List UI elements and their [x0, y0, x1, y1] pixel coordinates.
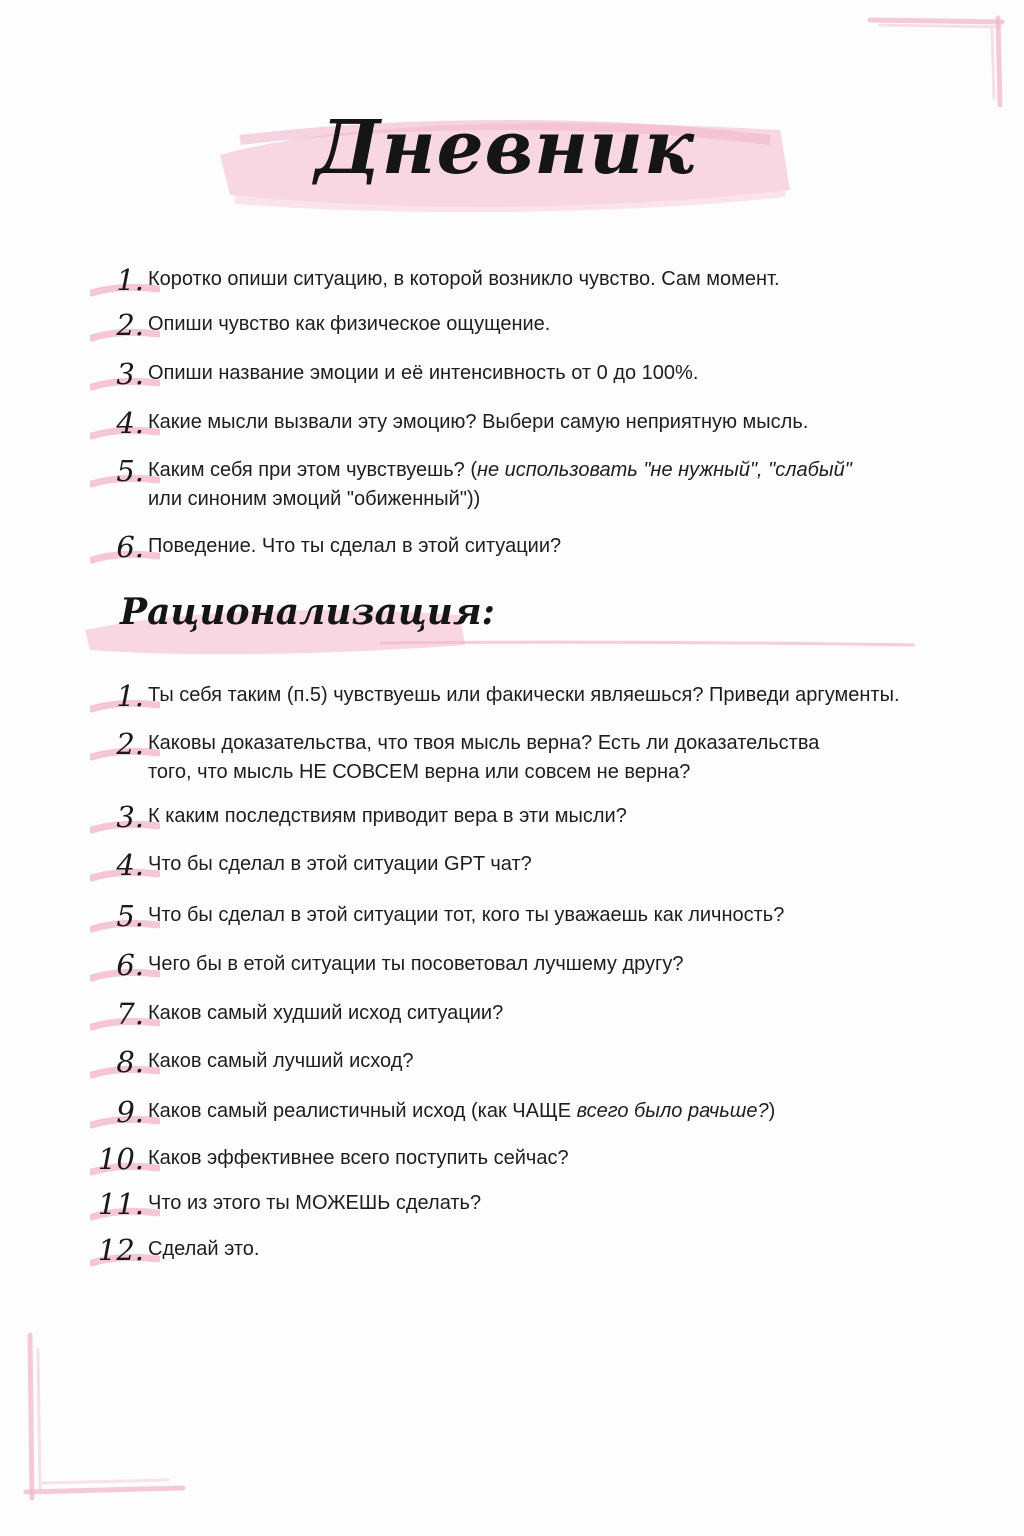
item-number: 1.	[116, 263, 144, 297]
section-title: Рационализация:	[120, 591, 495, 633]
item-text-part: Каков самый реалистичный исход (как ЧАЩЕ	[148, 1100, 577, 1122]
item-number: 5.	[116, 454, 144, 488]
item-text-italic: всего было рачьше?	[576, 1100, 769, 1122]
item-number: 4.	[116, 406, 144, 440]
item-number: 6.	[116, 530, 144, 564]
item-text: Что бы сделал в этой ситуации GPT чат?	[148, 853, 532, 875]
item-text: Что из этого ты МОЖЕШЬ сделать?	[148, 1192, 482, 1214]
item-text-part: Каковы доказательства, что твоя мысль верна? Есть ли доказательства	[148, 732, 820, 754]
item-number: 4.	[116, 848, 144, 882]
item-number: 8.	[116, 1045, 144, 1079]
item-text-part: )	[768, 1100, 776, 1122]
item-number: 3.	[116, 800, 144, 834]
item-text-part: Каким себя при этом чувствуешь? (	[148, 459, 477, 481]
item-number: 3.	[116, 357, 144, 391]
item-text: Что бы сделал в этой ситуации тот, кого ты уважаешь как личность?	[148, 904, 785, 926]
item-text: Поведение. Что ты сделал в этой ситуации?	[148, 535, 562, 557]
title-block	[210, 95, 800, 225]
item-text: Каков самый худший исход ситуации?	[148, 1002, 504, 1024]
item-text-part: или синоним эмоций "обиженный"))	[148, 488, 481, 510]
item-text: Каков самый лучший исход?	[148, 1050, 414, 1072]
item-text	[148, 729, 908, 787]
item-text: Какие мысли вызвали эту эмоцию? Выбери самую неприятную мысль.	[148, 411, 809, 433]
item-number: 11.	[97, 1187, 144, 1221]
item-number: 10.	[97, 1142, 144, 1176]
item-number: 12.	[97, 1233, 144, 1267]
item-number: 6.	[116, 948, 144, 982]
item-text: Сделай это.	[148, 1238, 260, 1260]
corner-brush-bottom-left	[18, 1330, 188, 1510]
item-number: 7.	[116, 997, 144, 1031]
item-text-italic: не использовать "не нужный", "слабый"	[476, 459, 852, 481]
item-text: Опиши чувство как физическое ощущение.	[148, 313, 551, 335]
item-number: 1.	[116, 679, 144, 713]
item-text-part: того, что мысль НЕ СОВСЕМ верна или совсем не верна?	[148, 761, 691, 783]
item-text	[148, 456, 908, 514]
item-text: Коротко опиши ситуацию, в которой возникло чувство. Сам момент.	[148, 268, 780, 290]
item-text	[148, 1097, 908, 1126]
item-number: 5.	[116, 899, 144, 933]
item-text: Каков эффективнее всего поступить сейчас?	[148, 1147, 569, 1169]
page-title: Дневник	[314, 105, 696, 191]
item-text: Ты себя таким (п.5) чувствуешь или факически являешься? Приведи аргументы.	[148, 684, 900, 706]
corner-brush-top-right	[860, 10, 1010, 110]
section-heading-block	[80, 575, 920, 665]
item-text: Опиши название эмоции и её интенсивность от 0 до 100%.	[148, 362, 699, 384]
item-text: Чего бы в етой ситуации ты посоветовал лучшему другу?	[148, 953, 684, 975]
item-text: К каким последствиям приводит вера в эти мысли?	[148, 805, 627, 827]
item-number: 9.	[116, 1095, 144, 1129]
item-number: 2.	[116, 308, 144, 342]
item-number: 2.	[116, 727, 144, 761]
